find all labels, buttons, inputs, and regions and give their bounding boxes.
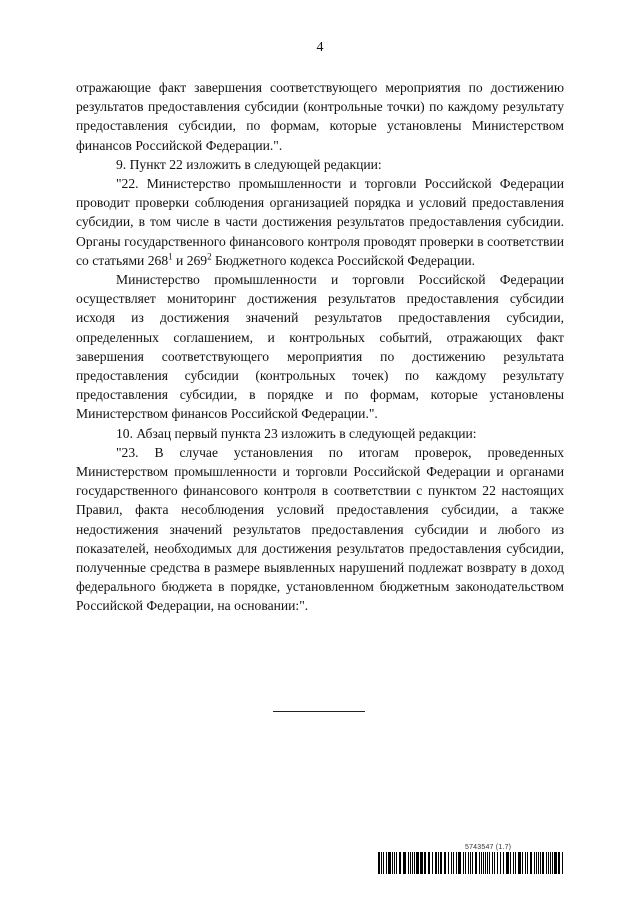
clause-22-paragraph-2: Министерство промышленности и торговли Российской Федерации осуществляет мониторинг достижения результатов предоставления субсидии исходя из достижения значений результатов предоставления субсидии, определенных соглашением, и контрольных событий, отражающих факт завершения соответствующего мероприятия по достижению результата предоставления субсидии (контрольных точек) по каждому результату предоставления субсидии, в порядке и по формам, которые установлены Министерством финансов Российской Федерации.". <box>76 272 564 422</box>
barcode-bar <box>408 852 409 874</box>
barcode-bar <box>479 852 480 874</box>
barcode-bar <box>546 852 547 874</box>
barcode-bar <box>503 852 504 874</box>
barcode-bar <box>562 852 563 874</box>
barcode-bar <box>383 852 384 874</box>
barcode-bar <box>410 852 411 874</box>
barcode-bar <box>438 852 439 874</box>
barcode-bar <box>540 852 541 874</box>
barcode-bar <box>453 852 454 874</box>
barcode-bar <box>554 852 557 874</box>
barcode-bar <box>510 852 511 874</box>
clause-22-text-part-2: и 269 <box>172 252 208 268</box>
barcode-bar <box>487 852 488 874</box>
clause-22-text-part-1: "22. Министерство промышленности и торговли Российской Федерации проводит проверки соблюдения организацией порядка и условий предоставления субсидии, в том числе в части достижения результатов предоставления субсидии. Органы государственного финансового контроля проводят проверки в соответствии со статьями 268 <box>76 176 564 268</box>
barcode-bar <box>548 852 549 874</box>
superscript-2: 2 <box>207 251 212 262</box>
barcode-bar <box>518 852 521 874</box>
barcode-code: 5743547 (1.7) <box>465 844 512 851</box>
barcode-bar <box>527 852 528 874</box>
barcode-bar <box>534 852 535 874</box>
barcode-bar <box>530 852 532 874</box>
clause-23-paragraph: "23. В случае установления по итогам проверок, проведенных Министерством промышленности и торговли Российской Федерации и органами государственного финансового контроля в соответствии с пунктом 22 настоящих Правил, факта несоблюдения условий предоставления субсидии, а также недостижения значений результатов предоставления субсидии и любого из показателей, необходимых для достижения результатов предоставления субсидии, полученные средства в размере выявленных нарушений подлежат возврату в доход федерального бюджета в порядке, установленном бюджетным законодательством Российской Федерации, на основании:". <box>76 444 564 614</box>
barcode-bar <box>381 852 382 874</box>
amendment-item-10: 10. Абзац первый пункта 23 изложить в следующей редакции: <box>116 425 477 441</box>
barcode-bar <box>386 852 387 874</box>
barcode-bar <box>497 852 498 874</box>
barcode-bar <box>424 852 426 874</box>
clause-22-paragraph-1 <box>76 174 564 270</box>
barcode-bar <box>420 852 423 874</box>
barcode-bar <box>416 852 419 874</box>
amendment-item-9: 9. Пункт 22 изложить в следующей редакции: <box>116 156 382 172</box>
barcode-bar <box>552 852 553 874</box>
barcode-bar <box>522 852 523 874</box>
barcode-bar <box>432 852 433 874</box>
barcode-bar <box>506 852 509 874</box>
barcode-bar <box>412 852 413 874</box>
barcode-bar <box>481 852 482 874</box>
page-number: 4 <box>316 40 324 55</box>
barcode-bar <box>558 852 560 874</box>
barcode-bar <box>472 852 473 874</box>
barcode-bar <box>378 852 380 874</box>
barcode-bar <box>414 852 415 874</box>
barcode-bar <box>435 852 437 874</box>
barcode-bar <box>428 852 430 874</box>
barcode-bar <box>456 852 457 874</box>
clause-22-text-part-3: Бюджетного кодекса Российской Федерации. <box>211 252 476 268</box>
barcode-bar <box>470 852 471 874</box>
barcode-bar <box>500 852 501 874</box>
barcode-bar <box>475 852 477 874</box>
barcode-bar <box>403 852 406 874</box>
barcode-bar <box>492 852 493 874</box>
barcode-bar <box>536 852 537 874</box>
barcode-bar <box>485 852 486 874</box>
barcode-bar <box>399 852 401 874</box>
barcode-bar <box>440 852 442 874</box>
superscript-1: 1 <box>168 251 173 262</box>
barcode-bar <box>542 852 544 874</box>
end-divider-line <box>273 711 365 712</box>
barcode-bar <box>394 852 395 874</box>
barcode-bar <box>468 852 469 874</box>
barcode-bar <box>489 852 490 874</box>
barcode-image <box>378 852 564 874</box>
barcode-bar <box>396 852 397 874</box>
paragraph-continuation: отражающие факт завершения соответствующего мероприятия по достижению результатов предоставления субсидии (контрольные точки) по каждому результату предоставления субсидии, по формам, которые установлены Министерством финансов Российской Федерации.". <box>76 80 564 153</box>
barcode-bar <box>513 852 514 874</box>
barcode-bar <box>538 852 539 874</box>
barcode-bar <box>494 852 495 874</box>
barcode-bar <box>483 852 484 874</box>
barcode-bar <box>463 852 464 874</box>
barcode-bar <box>388 852 391 874</box>
barcode-bar <box>444 852 446 874</box>
barcode-bar <box>458 852 461 874</box>
barcode-bar <box>392 852 393 874</box>
document-body <box>76 78 564 616</box>
barcode-bar <box>448 852 449 874</box>
barcode-bar <box>465 852 466 874</box>
barcode-bar <box>525 852 526 874</box>
barcode-bar <box>550 852 551 874</box>
barcode-bar <box>515 852 516 874</box>
barcode-bar <box>451 852 452 874</box>
